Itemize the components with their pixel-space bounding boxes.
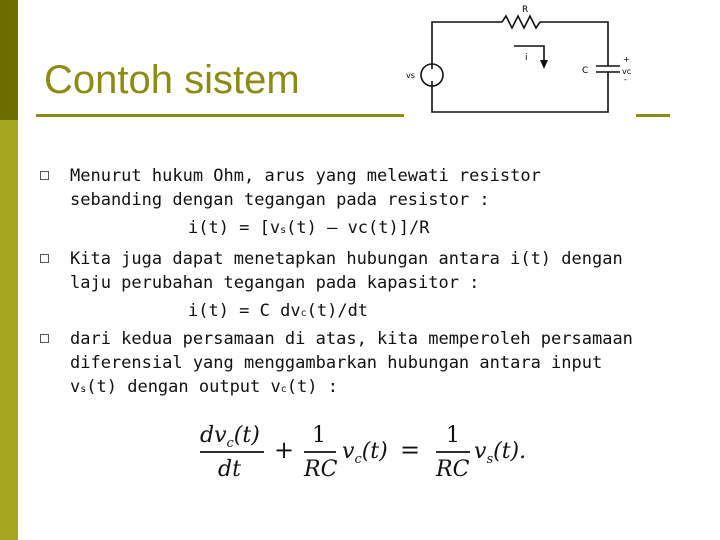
equals-operator: = — [400, 436, 421, 464]
cap-voltage-label: vc — [622, 67, 632, 76]
current-label: i — [525, 53, 528, 63]
top-wire-left — [432, 22, 502, 69]
resistor-zigzag — [502, 16, 540, 28]
plus-sign: + — [623, 55, 630, 64]
current-arrowhead — [540, 60, 548, 69]
equation-ohm: i(t) = [vs(t) – vc(t)]/R — [188, 218, 430, 238]
minus-sign: - — [624, 75, 627, 84]
fraction-rc-b: RC — [436, 457, 470, 482]
middle-term: $v_c(t)$ — [342, 439, 388, 467]
equation-capacitor: i(t) = C dvc(t)/dt — [188, 301, 369, 321]
bullet-marker — [40, 254, 49, 263]
rhs-term: $v_s(t)$. — [474, 439, 527, 467]
differential-equation — [196, 420, 536, 484]
bullet-2-line-2: laju perubahan tegangan pada kapasitor : — [70, 273, 480, 293]
fraction-one-b: 1 — [446, 423, 460, 448]
plus-operator: + — [274, 436, 295, 464]
slide-title: Contoh sistem — [44, 58, 300, 102]
bullet-1-line-1: Menurut hukum Ohm, arus yang melewati resistor — [70, 166, 541, 186]
current-arrow — [514, 46, 544, 64]
bullet-3-line-1: dari kedua persamaan di atas, kita memperoleh persamaan — [70, 329, 633, 349]
rc-circuit-diagram — [402, 2, 642, 120]
lhs-numerator: $dv_c(t)$ — [200, 423, 260, 451]
accent-stripe-bottom — [0, 120, 18, 540]
bullet-3-line-2: diferensial yang menggambarkan hubungan antara input — [70, 353, 603, 373]
fraction-one-a: 1 — [312, 423, 326, 448]
top-wire-right — [540, 22, 608, 66]
title-underline — [36, 114, 404, 117]
accent-stripe-top — [0, 0, 18, 120]
bullet-2-line-1: Kita juga dapat menetapkan hubungan antara i(t) dengan — [70, 249, 623, 269]
bullet-marker — [40, 171, 49, 180]
lhs-denominator: dt — [218, 457, 241, 482]
source-label: vs — [406, 71, 415, 80]
fraction-rc-a: RC — [304, 457, 338, 482]
resistor-label: R — [522, 5, 529, 15]
bullet-marker — [40, 334, 49, 343]
capacitor-label: C — [582, 66, 589, 76]
bullet-3-line-3: vs(t) dengan output vc(t) : — [70, 377, 338, 397]
right-wire-lower — [432, 72, 608, 112]
bullet-1-line-2: sebanding dengan tegangan pada resistor : — [70, 190, 490, 210]
